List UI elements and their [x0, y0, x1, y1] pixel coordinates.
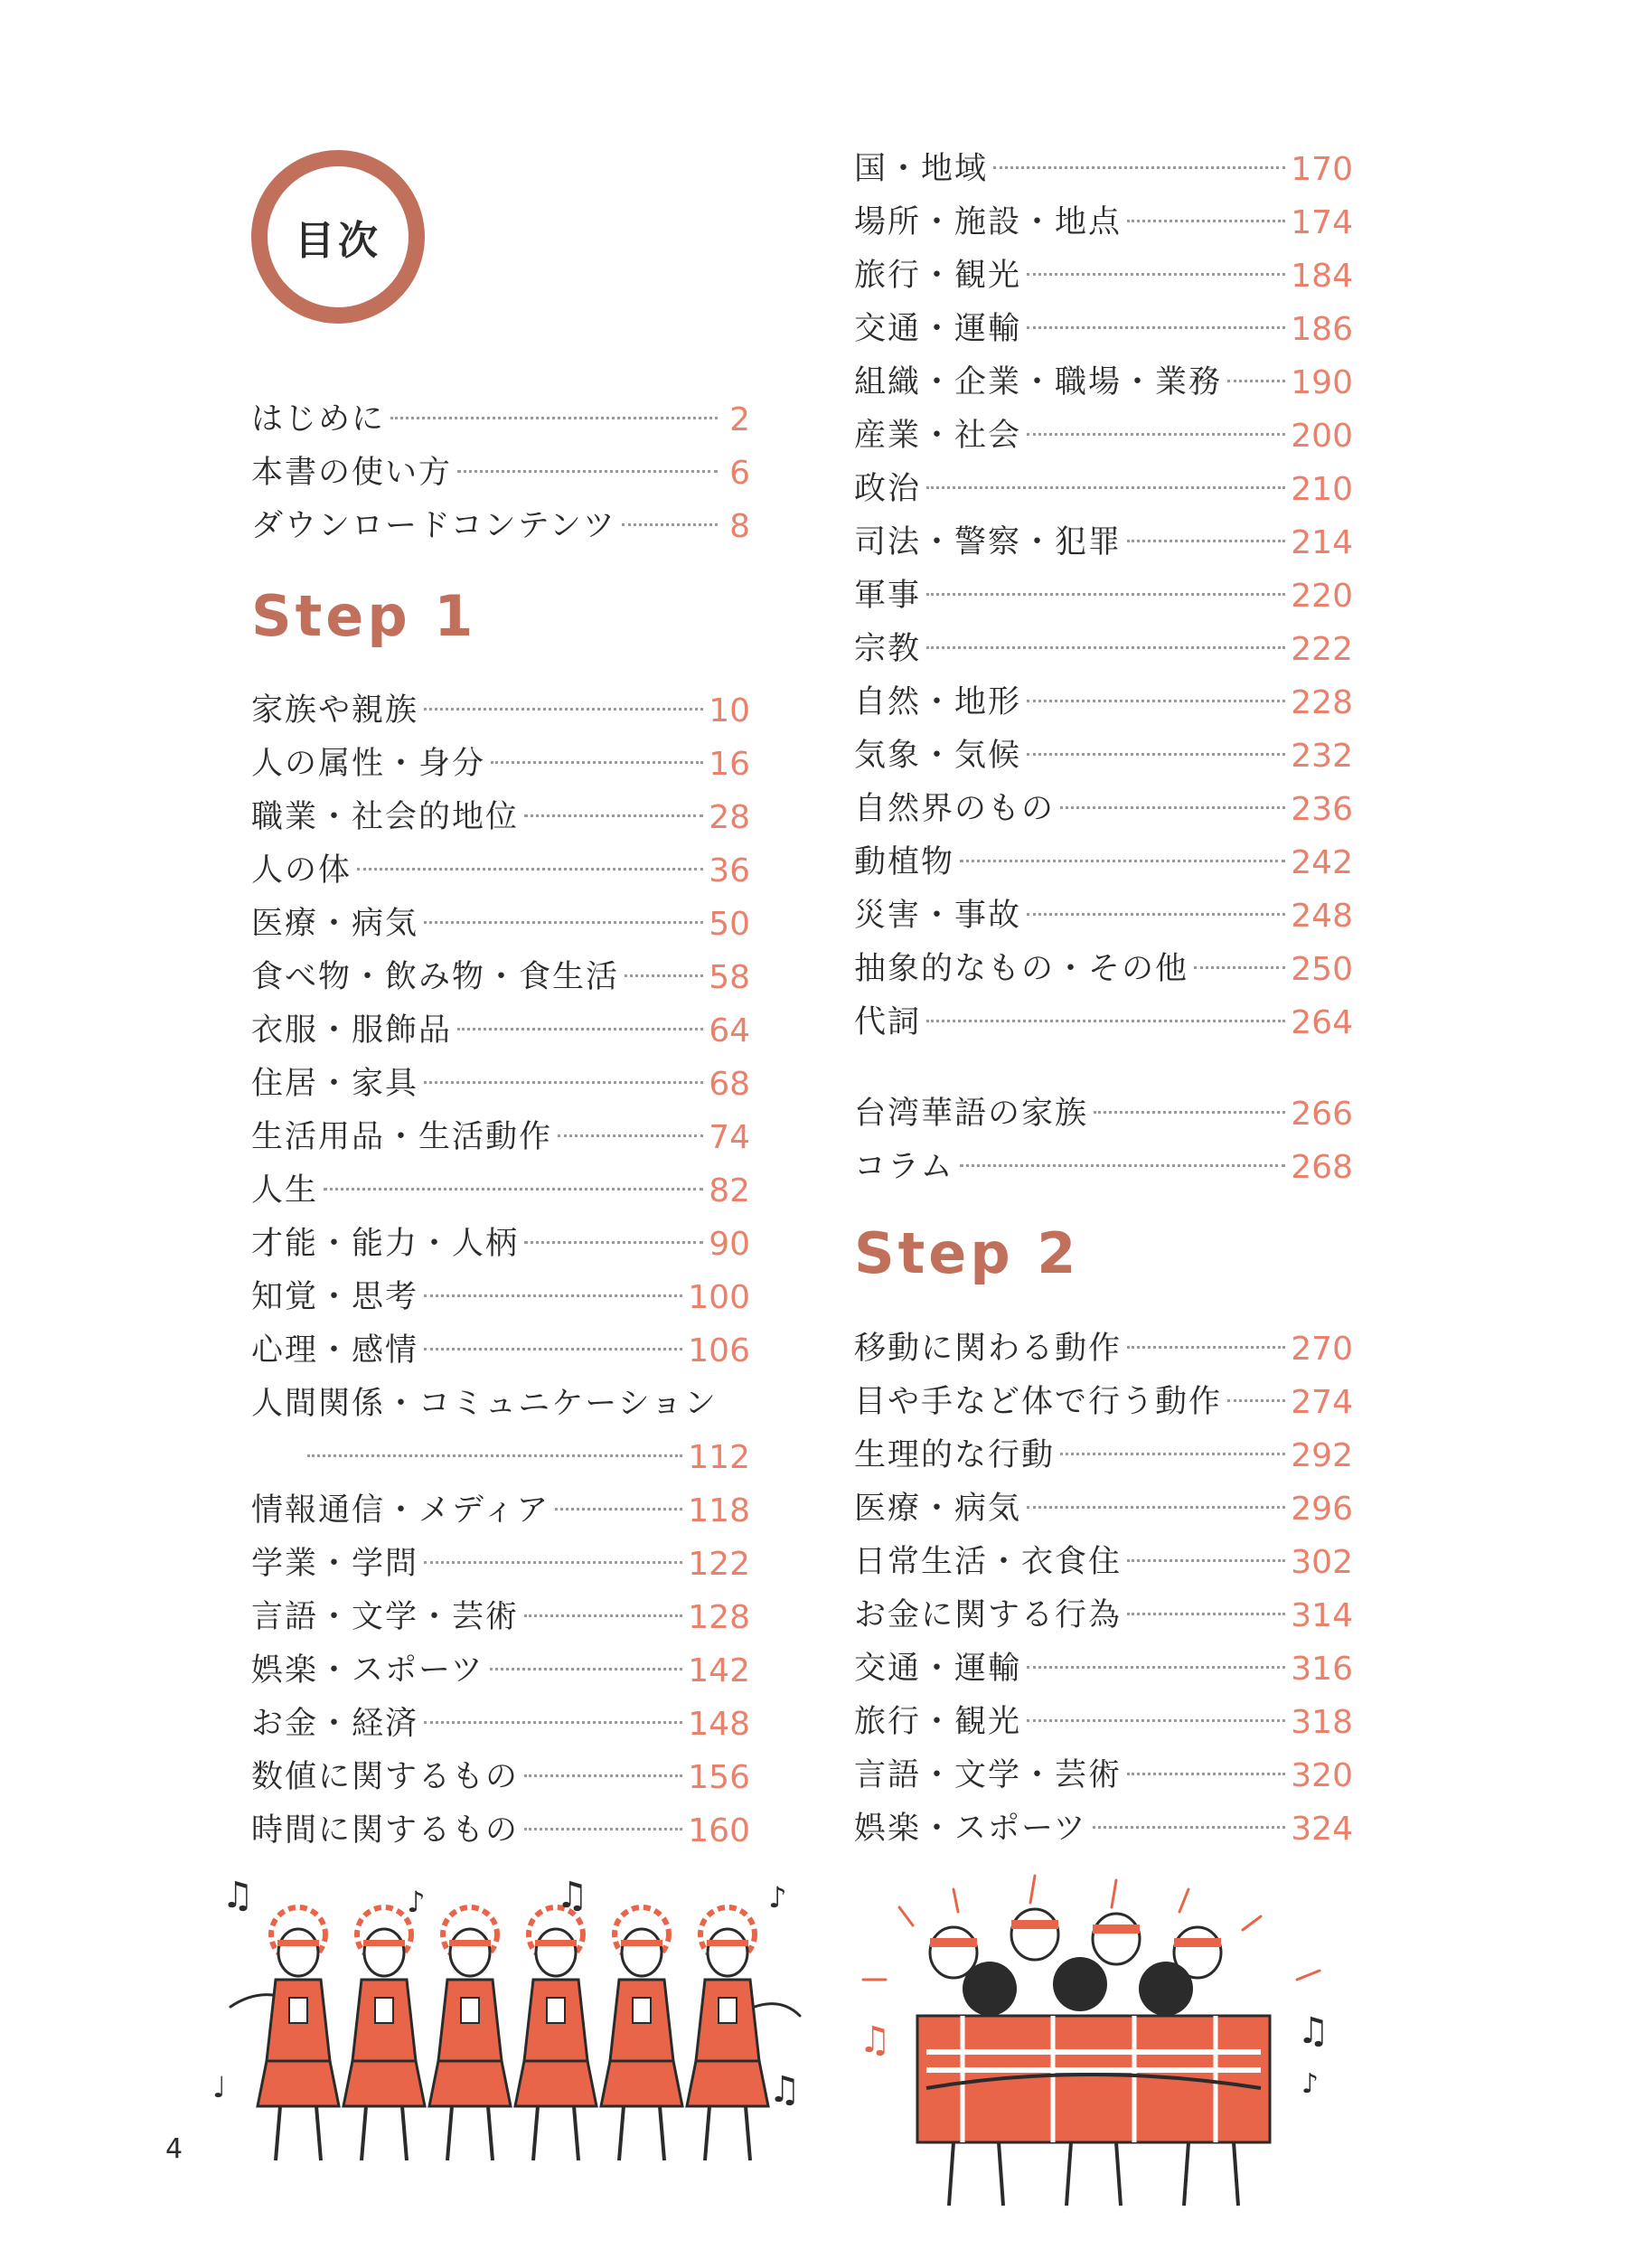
step1-title: Step 1 [251, 583, 477, 649]
music-note-icon: ♫ [556, 1875, 588, 1916]
toc-entry[interactable] [854, 729, 1353, 783]
toc-entry-label: 災害・事故 [854, 898, 1022, 934]
toc-entry-label: 心理・感情 [251, 1332, 419, 1369]
leader-dots [926, 1020, 1285, 1022]
leader-dots [1027, 1719, 1285, 1722]
toc-entry-page: 10 [709, 692, 750, 729]
toc-entry-label: ダウンロードコンテンツ [251, 508, 616, 544]
toc-entry-page: 222 [1291, 630, 1353, 668]
toc-entry[interactable] [251, 898, 750, 951]
leader-dots [1127, 1773, 1285, 1775]
toc-entry[interactable] [251, 447, 750, 500]
toc-entry-label: 人の属性・身分 [251, 746, 486, 782]
leader-dots [555, 1508, 682, 1510]
toc-entry-label: 職業・社会的地位 [251, 799, 520, 835]
leader-dots [1227, 380, 1285, 382]
toc-entry-page: 232 [1291, 737, 1353, 775]
toc-entry[interactable] [251, 1378, 750, 1431]
toc-entry-label: 娯楽・スポーツ [854, 1811, 1087, 1847]
toc-entry-label: 自然界のもの [854, 791, 1056, 827]
toc-entry-page: 324 [1291, 1810, 1353, 1848]
toc-entry-page: 122 [688, 1545, 750, 1583]
toc-entry-label: 抽象的なもの・その他 [854, 951, 1189, 987]
leader-dots [926, 593, 1285, 596]
leader-dots [524, 1828, 682, 1830]
toc-entry-label: 情報通信・メディア [251, 1492, 550, 1529]
toc-entry-label: 生活用品・生活動作 [251, 1119, 553, 1155]
toc-entry[interactable] [251, 1271, 750, 1324]
toc-entry-label: 家族や親族 [251, 692, 419, 729]
toc-entry-label: 人生 [251, 1172, 319, 1209]
toc-entry-continued[interactable] [251, 1431, 750, 1484]
toc-entry[interactable] [854, 1589, 1353, 1642]
toc-entry-label: 組織・企業・職場・業務 [854, 364, 1223, 400]
leader-dots [1027, 273, 1285, 276]
toc-entry-label: 日常生活・衣食住 [854, 1544, 1123, 1580]
leader-dots [1127, 220, 1285, 222]
toc-entry-page: 160 [688, 1812, 750, 1849]
toc-entry-page: 36 [709, 852, 750, 889]
leader-dots [622, 523, 718, 526]
toc-entry-page: 264 [1291, 1003, 1353, 1041]
toc-entry[interactable] [251, 1538, 750, 1591]
toc-entry[interactable] [854, 1749, 1353, 1802]
leader-dots [1027, 753, 1285, 756]
toc-entry[interactable] [854, 569, 1353, 623]
leader-dots [1127, 1559, 1285, 1562]
toc-entry[interactable] [251, 1591, 750, 1644]
toc-entry-page: 296 [1291, 1490, 1353, 1528]
toc-entry[interactable] [854, 1087, 1353, 1141]
leader-dots [993, 166, 1285, 169]
toc-entry[interactable] [251, 738, 750, 791]
leader-dots [1194, 966, 1285, 969]
toc-entry[interactable] [251, 1484, 750, 1538]
toc-entry[interactable] [251, 500, 750, 553]
toc-entry-label: 才能・能力・人柄 [251, 1226, 520, 1262]
music-note-icon: ♫ [859, 2019, 891, 2061]
toc-entry[interactable] [854, 623, 1353, 676]
toc-entry[interactable] [854, 1642, 1353, 1696]
toc-entry[interactable] [251, 791, 750, 844]
toc-entry-label: 人の体 [251, 852, 352, 889]
music-note-icon: ♪ [407, 1885, 426, 1919]
leader-dots [1060, 806, 1285, 809]
toc-entry[interactable] [251, 1218, 750, 1271]
toc-entry-page: 318 [1291, 1703, 1353, 1741]
toc-entry-label: 食べ物・飲み物・食生活 [251, 959, 620, 995]
leader-dots [1027, 913, 1285, 916]
leader-dots [960, 1164, 1286, 1167]
toc-entry[interactable] [854, 1141, 1353, 1194]
leader-dots [324, 1188, 703, 1190]
toc-entry-page: 2 [729, 400, 750, 438]
toc-entry[interactable] [251, 684, 750, 738]
toc-entry-page: 90 [709, 1225, 750, 1263]
toc-entry[interactable] [251, 1058, 750, 1111]
toc-entry-label: お金に関する行為 [854, 1597, 1123, 1633]
toc-entry[interactable] [854, 196, 1353, 249]
leader-dots [524, 814, 703, 817]
toc-entry-label: 言語・文学・芸術 [854, 1757, 1123, 1793]
toc-entry-page: 316 [1291, 1650, 1353, 1688]
leader-dots [960, 860, 1285, 862]
toc-entry[interactable] [854, 996, 1353, 1049]
toc-entry[interactable] [251, 844, 750, 898]
toc-entry-page: 156 [688, 1758, 750, 1796]
leader-dots [424, 1348, 682, 1350]
toc-entry[interactable] [251, 1644, 750, 1698]
toc-entry[interactable] [854, 143, 1353, 196]
toc-entry-page: 270 [1291, 1330, 1353, 1368]
toc-entry-page: 8 [729, 507, 750, 545]
toc-entry-page: 50 [709, 905, 750, 943]
toc-entry-label: 産業・社会 [854, 418, 1022, 454]
toc-entry-page: 266 [1291, 1095, 1353, 1133]
music-note-icon: ♪ [768, 1880, 787, 1915]
toc-entry-page: 248 [1291, 897, 1353, 935]
toc-entry[interactable] [251, 1751, 750, 1804]
music-note-icon: ♪ [1301, 2068, 1320, 2100]
leader-dots [1027, 700, 1285, 702]
leader-dots [524, 1241, 703, 1244]
toc-entry-page: 190 [1291, 363, 1353, 401]
leader-dots [524, 1614, 682, 1617]
leader-dots [1027, 1666, 1285, 1669]
toc-entry-label: 言語・文学・芸術 [251, 1599, 520, 1635]
toc-entry-label: コラム [854, 1149, 954, 1185]
toc-entry-label: お金・経済 [251, 1706, 419, 1742]
toc-entry-page: 236 [1291, 790, 1353, 828]
toc-entry[interactable] [854, 463, 1353, 516]
music-note-icon: ♫ [1297, 2010, 1329, 2052]
leader-dots [625, 974, 703, 977]
toc-entry[interactable] [854, 1429, 1353, 1482]
toc-entry-page: 142 [688, 1652, 750, 1689]
toc-entry-label: 本書の使い方 [251, 455, 453, 491]
leader-dots [491, 761, 703, 764]
toc-entry-label: 移動に関わる動作 [854, 1331, 1123, 1367]
leader-dots [1227, 1399, 1285, 1402]
toc-entry-label: 宗教 [854, 631, 922, 667]
toc-entry-label: 旅行・観光 [854, 1704, 1022, 1740]
toc-entry-page: 314 [1291, 1596, 1353, 1634]
toc-entry[interactable] [251, 1804, 750, 1858]
toc-entry[interactable] [854, 1322, 1353, 1376]
leader-dots [424, 708, 703, 711]
toc-entry[interactable] [854, 249, 1353, 303]
toc-entry[interactable] [251, 1111, 750, 1164]
toc-entry[interactable] [251, 1004, 750, 1058]
toc-entry-page: 28 [709, 798, 750, 836]
toc-entry[interactable] [854, 516, 1353, 569]
toc-entry[interactable] [251, 393, 750, 447]
leader-dots [390, 417, 718, 419]
toc-entry[interactable] [854, 409, 1353, 463]
toc-entry-label: 司法・警察・犯罪 [854, 524, 1123, 560]
toc-entry-label: 軍事 [854, 578, 922, 614]
leader-dots [424, 921, 703, 924]
music-note-icon: ♫ [221, 1875, 254, 1916]
toc-entry[interactable] [854, 783, 1353, 836]
toc-entry-page: 242 [1291, 843, 1353, 881]
toc-entry-label: 旅行・観光 [854, 258, 1022, 294]
toc-entry-label: 医療・病気 [251, 906, 419, 942]
toc-entry-label: 交通・運輸 [854, 311, 1022, 347]
toc-entry-page: 174 [1291, 203, 1353, 241]
toc-entry[interactable] [854, 1482, 1353, 1536]
toc-entry-label: 政治 [854, 471, 922, 507]
toc-entry-label: 知覚・思考 [251, 1279, 419, 1315]
toc-entry-page: 68 [709, 1065, 750, 1103]
dancers-in-circle-illustration [845, 1871, 1351, 2215]
leader-dots [424, 1561, 682, 1564]
toc-entry-page: 268 [1291, 1148, 1353, 1186]
toc-entry-label: 代詞 [854, 1004, 922, 1040]
toc-entry[interactable] [854, 836, 1353, 889]
leader-dots [424, 1294, 682, 1297]
toc-entry-page: 292 [1291, 1436, 1353, 1474]
leader-dots [490, 1668, 683, 1670]
toc-entry-page: 118 [688, 1492, 750, 1529]
toc-entry-label: 国・地域 [854, 151, 989, 187]
toc-entry[interactable] [854, 889, 1353, 943]
leader-dots [1127, 1613, 1285, 1615]
toc-entry[interactable] [251, 1698, 750, 1751]
toc-entry-label: 時間に関するもの [251, 1812, 520, 1849]
toc-entry-page: 58 [709, 958, 750, 996]
toc-entry-page: 100 [688, 1278, 750, 1316]
toc-entry-page: 16 [709, 745, 750, 783]
toc-entry-page: 200 [1291, 417, 1353, 455]
leader-dots [1027, 1506, 1285, 1509]
leader-dots [1127, 540, 1285, 542]
toc-heading-circle [251, 150, 425, 324]
leader-dots [307, 1454, 682, 1457]
toc-entry[interactable] [854, 1802, 1353, 1856]
music-note-icon: ♩ [212, 2070, 227, 2104]
toc-entry-page: 214 [1291, 523, 1353, 561]
toc-entry-page: 74 [709, 1118, 750, 1156]
toc-entry[interactable] [854, 1696, 1353, 1749]
leader-dots [926, 486, 1285, 489]
leader-dots [457, 1028, 703, 1030]
toc-entry-page: 64 [709, 1012, 750, 1049]
toc-entry[interactable] [854, 676, 1353, 729]
leader-dots [1060, 1453, 1285, 1455]
toc-entry-page: 82 [709, 1172, 750, 1209]
leader-dots [1094, 1111, 1285, 1114]
toc-entry-page: 320 [1291, 1756, 1353, 1794]
toc-entry-label: はじめに [251, 401, 386, 438]
toc-entry-page: 6 [729, 454, 750, 492]
toc-entry[interactable] [251, 1324, 750, 1378]
toc-entry-label: 場所・施設・地点 [854, 204, 1123, 240]
toc-entry-label: 台湾華語の家族 [854, 1096, 1089, 1132]
toc-entry-page: 148 [688, 1705, 750, 1743]
toc-entry-label: 目や手など体で行う動作 [854, 1384, 1223, 1420]
toc-entry-page: 128 [688, 1598, 750, 1636]
toc-entry-page: 186 [1291, 310, 1353, 348]
toc-entry-label: 衣服・服飾品 [251, 1012, 453, 1049]
toc-entry-label: 人間関係・コミュニケーション [251, 1386, 718, 1422]
toc-entry-page: 106 [688, 1332, 750, 1369]
page-number: 4 [165, 2133, 183, 2165]
leader-dots [926, 646, 1285, 649]
toc-entry[interactable] [251, 951, 750, 1004]
toc-entry[interactable] [854, 1536, 1353, 1589]
toc-entry-page: 210 [1291, 470, 1353, 508]
toc-entry-label: 交通・運輸 [854, 1651, 1022, 1687]
toc-entry-label: 動植物 [854, 844, 955, 880]
toc-entry[interactable] [251, 1164, 750, 1218]
toc-entry-page: 228 [1291, 683, 1353, 721]
step2-title: Step 2 [854, 1220, 1080, 1286]
toc-entry-label: 気象・気候 [854, 738, 1022, 774]
leader-dots [1127, 1346, 1285, 1349]
toc-entry-label: 医療・病気 [854, 1491, 1022, 1527]
toc-entry-page: 250 [1291, 950, 1353, 988]
leader-dots [524, 1774, 682, 1777]
leader-dots [1027, 433, 1285, 436]
toc-entry-page: 112 [688, 1438, 750, 1476]
leader-dots [457, 470, 718, 473]
toc-entry-label: 生理的な行動 [854, 1437, 1056, 1473]
toc-entry[interactable] [854, 1376, 1353, 1429]
toc-entry-page: 184 [1291, 257, 1353, 295]
toc-entry-label: 自然・地形 [854, 684, 1022, 720]
leader-dots [558, 1134, 703, 1137]
toc-entry[interactable] [854, 356, 1353, 409]
toc-entry-page: 170 [1291, 150, 1353, 188]
toc-entry-label: 学業・学問 [251, 1546, 419, 1582]
leader-dots [1027, 326, 1285, 329]
toc-entry-label: 住居・家具 [251, 1066, 419, 1102]
leader-dots [1093, 1826, 1286, 1829]
toc-heading: 目次 [295, 218, 381, 264]
toc-entry-page: 302 [1291, 1543, 1353, 1581]
leader-dots [424, 1721, 682, 1724]
leader-dots [424, 1081, 703, 1084]
dancers-in-line-illustration [212, 1871, 809, 2179]
toc-entry[interactable] [854, 303, 1353, 356]
toc-entry-page: 274 [1291, 1383, 1353, 1421]
toc-entry-label: 娯楽・スポーツ [251, 1652, 484, 1689]
music-note-icon: ♫ [768, 2069, 801, 2111]
leader-dots [357, 868, 703, 870]
toc-entry-label: 数値に関するもの [251, 1759, 520, 1795]
toc-entry[interactable] [854, 943, 1353, 996]
toc-entry-page: 220 [1291, 577, 1353, 615]
